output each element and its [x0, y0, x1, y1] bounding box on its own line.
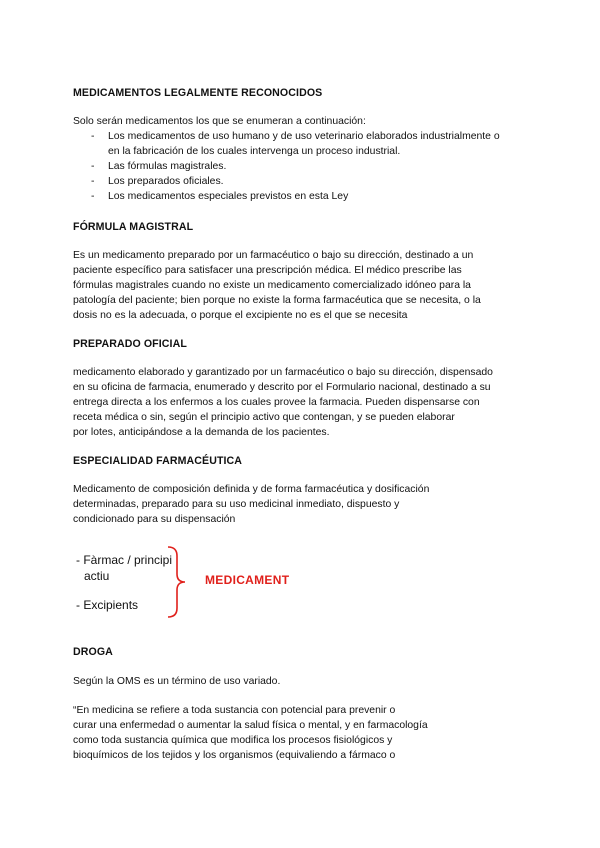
medicamentos-intro: Solo serán medicamentos los que se enumeran a continuación: — [73, 116, 366, 127]
bullet-marker: - — [91, 131, 95, 142]
paragraph-line: como toda sustancia química que modifica los procesos fisiológicos y — [73, 735, 393, 746]
diagram-item-farmac-cont: actiu — [84, 569, 110, 583]
paragraph-line: condicionado para su dispensación — [73, 514, 236, 525]
paragraph-line: bioquímicos de los tejidos y los organismos (equivaliendo a fármaco o — [73, 750, 396, 761]
paragraph-line: entrega directa a los enfermos a los cuales provee la farmacia. Pueden dispensarse con — [73, 397, 480, 408]
paragraph-line: Es un medicamento preparado por un farmacéutico o bajo su dirección, destinado a un — [73, 250, 474, 261]
paragraph-line: “En medicina se refiere a toda sustancia con potencial para prevenir o — [73, 705, 396, 716]
heading-preparado-oficial: PREPARADO OFICIAL — [73, 338, 187, 350]
bullet-marker: - — [91, 161, 95, 172]
list-item: Las fórmulas magistrales. — [108, 161, 227, 172]
list-item: Los medicamentos de uso humano y de uso veterinario elaborados industrialmente o — [108, 131, 500, 142]
paragraph-line: patología del paciente; bien porque no existe la forma farmacéutica que se necesita, o la — [73, 295, 481, 306]
brace-icon — [166, 546, 188, 618]
diagram-result-medicament: MEDICAMENT — [205, 573, 290, 587]
paragraph-line: determinadas, preparado para su uso medicinal inmediato, dispuesto y — [73, 499, 400, 510]
paragraph-line: paciente específico para satisfacer una prescripción médica. El médico prescribe las — [73, 265, 462, 276]
paragraph-line: por lotes, anticipándose a la demanda de los pacientes. — [73, 427, 330, 438]
list-item: Los preparados oficiales. — [108, 176, 224, 187]
list-item: Los medicamentos especiales previstos en esta Ley — [108, 191, 349, 202]
heading-especialidad: ESPECIALIDAD FARMACÉUTICA — [73, 455, 243, 467]
diagram-item-farmac: - Fàrmac / principi — [76, 553, 173, 567]
paragraph-line: medicamento elaborado y garantizado por un farmacéutico o bajo su dirección, dispensado — [73, 367, 493, 378]
list-item-continuation: en la fabricación de los cuales intervenga un proceso industrial. — [108, 146, 401, 157]
heading-medicamentos: MEDICAMENTOS LEGALMENTE RECONOCIDOS — [73, 87, 323, 99]
paragraph-line: curar una enfermedad o aumentar la salud física o mental, y en farmacología — [73, 720, 428, 731]
paragraph-line: receta médica o sin, según el principio activo que contengan, y se pueden elaborar — [73, 412, 455, 423]
paragraph-line: en su oficina de farmacia, enumerado y descrito por el Formulario nacional, destinado a su — [73, 382, 491, 393]
paragraph-line: dosis no es la adecuada, o porque el excipiente no es el que se necesita — [73, 310, 408, 321]
droga-intro: Según la OMS es un término de uso variado. — [73, 676, 281, 687]
bullet-marker: - — [91, 191, 95, 202]
bullet-marker: - — [91, 176, 95, 187]
paragraph-line: fórmulas magistrales cuando no existe un medicamento comercializado idóneo para la — [73, 280, 471, 291]
heading-formula-magistral: FÓRMULA MAGISTRAL — [73, 221, 194, 233]
paragraph-line: Medicamento de composición definida y de forma farmacéutica y dosificación — [73, 484, 430, 495]
diagram-item-excipients: - Excipients — [76, 598, 139, 612]
heading-droga: DROGA — [73, 646, 113, 658]
